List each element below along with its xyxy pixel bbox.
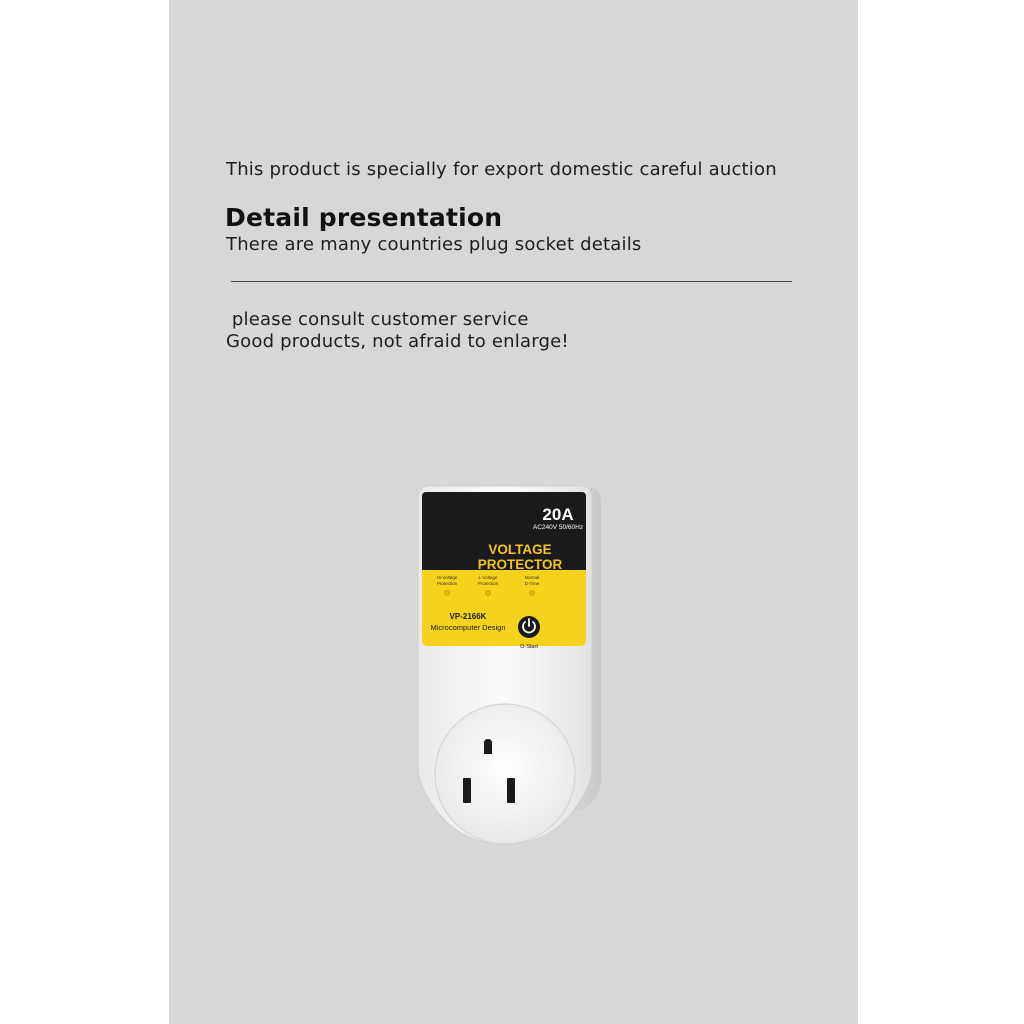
indicator-label: Hi-Voltage: [436, 575, 458, 580]
indicator-label: Protection: [436, 581, 458, 586]
power-icon: [518, 616, 540, 638]
model-number: VP-2166K: [449, 612, 487, 621]
tagline: Good products, not afraid to enlarge!: [226, 331, 569, 352]
product-title-line2: PROTECTOR: [477, 557, 563, 572]
design-label: Microcomputer Design: [430, 623, 506, 632]
indicator-label: L-Voltage: [478, 575, 498, 580]
product-title-line1: VOLTAGE: [488, 542, 552, 557]
indicator-label: Normal: [524, 575, 540, 580]
indicator-led: [444, 590, 449, 595]
divider: [231, 281, 792, 282]
indicator-label: Protection: [477, 581, 499, 586]
notice-line: This product is specially for export domestic careful auction: [226, 159, 777, 180]
current-rating: 20A: [542, 505, 574, 524]
product-image-voltage-protector: [400, 478, 615, 850]
section-heading: Detail presentation: [225, 203, 503, 232]
start-label: O-Start: [520, 644, 538, 650]
indicator-label: D-Time: [524, 581, 540, 586]
indicator-led: [485, 590, 490, 595]
notice-line: There are many countries plug socket details: [226, 234, 642, 255]
outlet-icon: [435, 704, 575, 844]
notice-line: please consult customer service: [226, 309, 529, 330]
indicator-led: [529, 590, 534, 595]
voltage-rating: AC240V 50/60Hz: [532, 524, 584, 531]
